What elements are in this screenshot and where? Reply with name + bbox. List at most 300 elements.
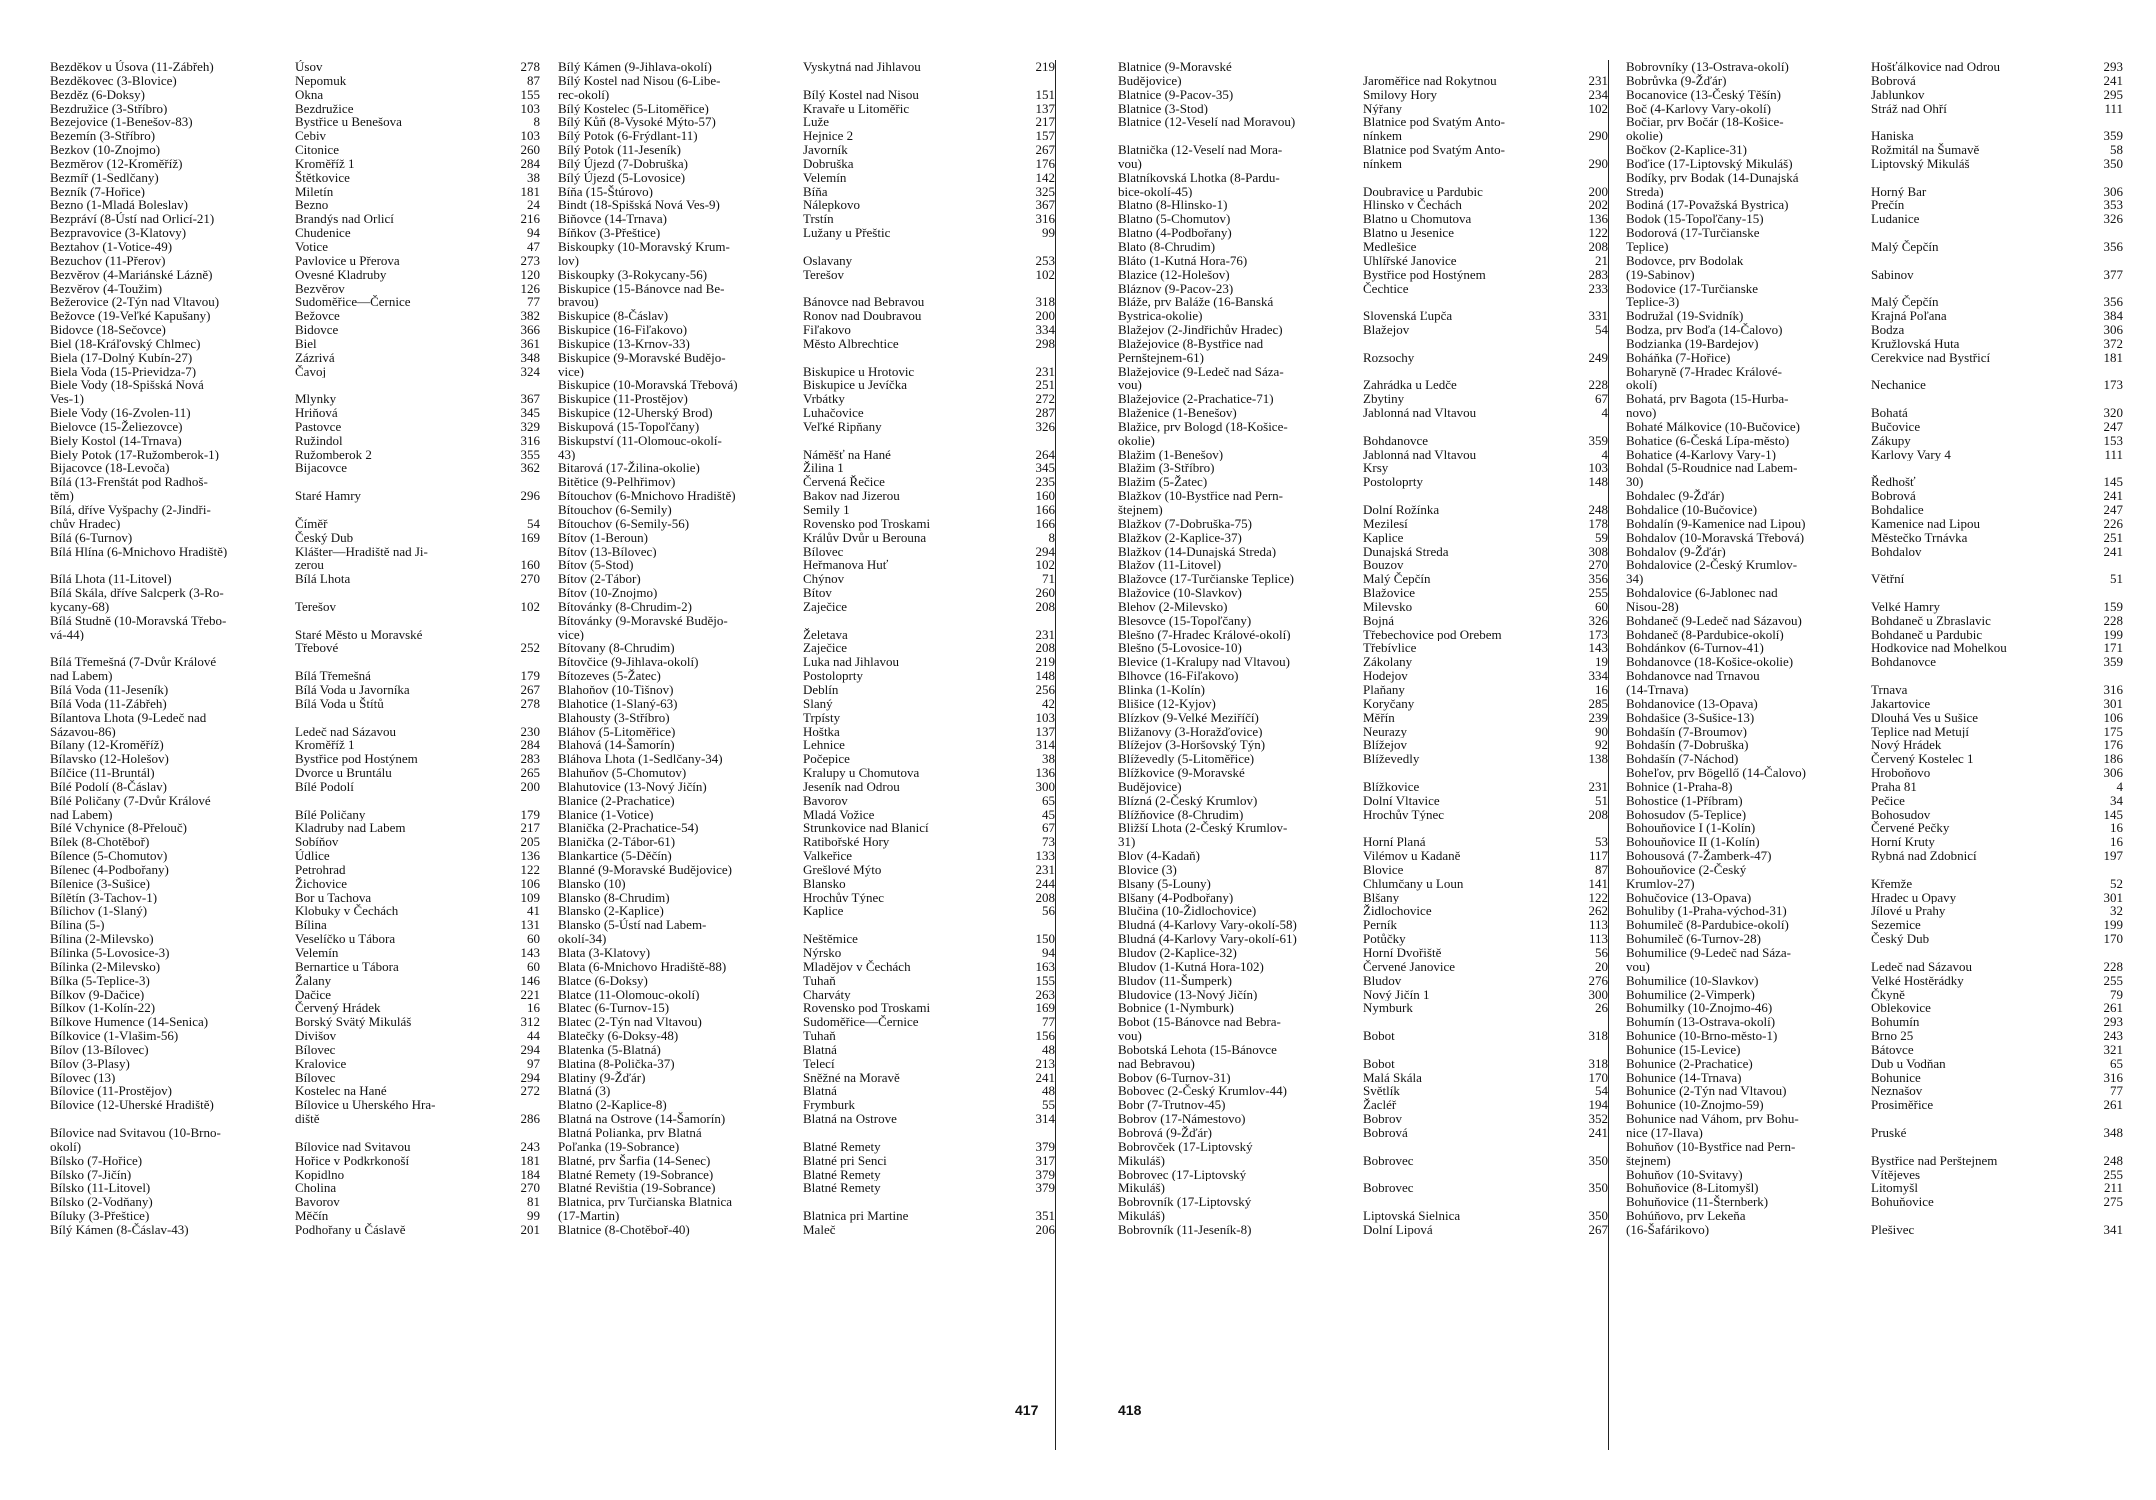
post-office: Křemže	[1871, 876, 1913, 891]
index-entry	[558, 628, 1055, 642]
page-ref: 197	[2103, 848, 2123, 864]
index-entry	[1118, 337, 1608, 351]
page-ref: 181	[520, 1152, 540, 1168]
page-ref: 150	[1035, 931, 1055, 947]
post-office: Borský Svätý Mikuláš	[295, 1015, 412, 1030]
locality-name: 30)	[1626, 475, 1644, 490]
locality-name: Mikuláš)	[1118, 1209, 1165, 1223]
page-ref: 176	[1035, 155, 1055, 171]
page-ref: 77	[527, 294, 540, 310]
locality-name: Bližanovy (3-Horažďovice)	[1118, 724, 1263, 739]
page-ref: 117	[1588, 848, 1608, 864]
page-ref: 241	[2103, 543, 2123, 559]
locality-name: Bílenec (4-Podbořany)	[50, 862, 169, 877]
index-entry	[558, 669, 1055, 683]
locality-name: Bohumileč (6-Turnov-28)	[1626, 932, 1761, 946]
index-entry	[50, 185, 540, 199]
page-ref: 263	[1035, 986, 1055, 1002]
index-entry	[50, 1223, 540, 1237]
post-office: Bohosudov	[1871, 807, 1931, 822]
index-entry	[1118, 904, 1608, 918]
locality-name: Bohdalov (9-Žďár)	[1626, 544, 1726, 559]
post-office: Kladruby nad Labem	[295, 821, 406, 836]
page-ref: 351	[1035, 1208, 1055, 1224]
locality-name: Bohuňovice (8-Litomyšl)	[1626, 1181, 1759, 1196]
page-ref: 179	[520, 806, 540, 822]
page-ref: 122	[1588, 225, 1608, 241]
post-office: Chýnov	[803, 572, 845, 587]
post-office: Dačice	[295, 987, 332, 1002]
locality-name: Bílý Kámen (8-Čáslav-43)	[50, 1222, 189, 1237]
locality-name: Bobrov (17-Námestovo)	[1118, 1112, 1246, 1126]
locality-name: Teplice)	[1626, 239, 1669, 254]
index-entry	[558, 503, 1055, 517]
post-office: Chlumčany u Loun	[1363, 876, 1464, 891]
locality-name: Blíževedly (5-Litoměřice)	[1118, 752, 1255, 767]
locality-name: Biskoupky (3-Rokycany-56)	[558, 267, 708, 282]
page-ref: 306	[2103, 765, 2123, 781]
locality-name: Bláhov (5-Litoměřice)	[558, 724, 676, 739]
locality-name: Blažim (5-Žatec)	[1118, 475, 1208, 490]
post-office: Bílovec	[295, 1042, 336, 1057]
post-office: Teplice nad Metují	[1871, 724, 1970, 739]
index-entry	[1626, 1126, 2123, 1140]
page-ref: 248	[1588, 502, 1608, 517]
locality-name: nad Labem)	[50, 807, 113, 822]
page-ref: 235	[1035, 474, 1055, 490]
index-entry	[558, 392, 1055, 406]
page-ref: 334	[1588, 668, 1608, 684]
locality-name: Bodružal (19-Svidník)	[1626, 309, 1744, 324]
post-office: Brandýs nad Orlicí	[295, 212, 394, 227]
locality-name: Blansko (2-Kaplice)	[558, 904, 664, 919]
post-office: Doubravice u Pardubic	[1363, 184, 1483, 199]
index-entry	[558, 655, 1055, 669]
page-ref: 356	[2103, 294, 2123, 310]
post-office: Hejnice 2	[803, 129, 854, 144]
locality-name: Bohnice (1-Praha-8)	[1626, 779, 1733, 794]
page-ref: 56	[1042, 903, 1055, 919]
post-office: Telecí	[803, 1056, 835, 1071]
index-entry	[1626, 517, 2123, 531]
post-office: Maleč	[803, 1222, 836, 1237]
index-entry	[1626, 129, 2123, 143]
index-entry	[50, 1015, 540, 1029]
locality-name: Biela (17-Dolný Kubín-27)	[50, 350, 193, 365]
post-office: Bouzov	[1363, 558, 1404, 573]
index-entry	[1118, 171, 1608, 185]
locality-name: Blatce (11-Olomouc-okolí)	[558, 987, 700, 1002]
post-office: Citonice	[295, 143, 340, 157]
index-entry	[1626, 198, 2123, 212]
post-office: Mezilesí	[1363, 516, 1408, 531]
page-ref: 231	[1588, 72, 1608, 88]
locality-name: Bludov (11-Šumperk)	[1118, 973, 1232, 988]
locality-name: Bezuchov (11-Přerov)	[50, 253, 166, 268]
post-office: Údlice	[295, 849, 330, 863]
post-office: Hodkovice nad Mohelkou	[1871, 641, 2007, 656]
page-ref: 219	[1035, 60, 1055, 74]
locality-name: Blatno (2-Kaplice-8)	[558, 1098, 667, 1113]
page-ref: 213	[1035, 1055, 1055, 1071]
index-entry	[1626, 1168, 2123, 1182]
locality-name: Bindt (18-Spišská Nová Ves-9)	[558, 198, 720, 213]
index-entry	[558, 752, 1055, 766]
post-office: Ledeč nad Sázavou	[1871, 959, 1973, 974]
locality-name: Blížkovice (9-Moravské	[1118, 766, 1245, 780]
index-entry	[558, 1126, 1055, 1140]
index-entry	[1626, 531, 2123, 545]
index-entry	[1626, 877, 2123, 891]
locality-name: Bláže, prv Baláže (16-Banská	[1118, 295, 1274, 310]
page-ref: 316	[1035, 211, 1055, 227]
post-office: Nálepkovo	[803, 198, 861, 213]
index-entry	[50, 448, 540, 462]
page-ref: 156	[1035, 1028, 1055, 1044]
page-ref: 169	[520, 529, 540, 545]
index-entry	[1118, 794, 1608, 808]
post-office: Bohatá	[1871, 406, 1908, 420]
page-ref: 241	[1588, 1124, 1608, 1140]
index-entry	[558, 738, 1055, 752]
locality-name: Blatenka (5-Blatná)	[558, 1042, 661, 1057]
locality-name: Blatné, prv Šarfia (14-Senec)	[558, 1153, 711, 1168]
post-office: Bidovce	[295, 323, 339, 337]
page-ref: 284	[520, 737, 540, 753]
page-ref: 314	[1035, 737, 1055, 753]
locality-name: Bílany (12-Kroměříž)	[50, 738, 164, 753]
locality-name: Blanička (2-Tábor-61)	[558, 835, 676, 850]
page-ref: 48	[1042, 1083, 1055, 1099]
locality-name: nad Bebravou)	[1118, 1056, 1195, 1071]
index-entry	[558, 1043, 1055, 1057]
index-entry	[1626, 835, 2123, 849]
post-office: Luže	[803, 115, 829, 130]
index-entry	[558, 946, 1055, 960]
index-entry	[558, 1001, 1055, 1015]
post-office: Malý Čepčín	[1363, 572, 1431, 587]
page-ref: 379	[1035, 1166, 1055, 1182]
page-ref: 8	[1048, 529, 1055, 545]
page-ref: 272	[1035, 391, 1055, 407]
index-entry	[558, 974, 1055, 988]
page-ref: 160	[520, 557, 540, 573]
post-office: Blatné Remety	[803, 1139, 881, 1154]
index-entry	[50, 489, 540, 503]
index-entry	[50, 960, 540, 974]
page-ref: 231	[1035, 626, 1055, 642]
post-office: Bobrová	[1363, 1125, 1408, 1140]
index-entry	[558, 60, 1055, 74]
index-entry	[1626, 1154, 2123, 1168]
locality-name: Bílá Skála, dříve Salcperk (3-Ro-	[50, 586, 224, 600]
post-office: Blatné Remety	[803, 1167, 881, 1182]
index-entry	[1626, 392, 2123, 406]
locality-name: Bitarová (17-Žilina-okolie)	[558, 461, 700, 476]
index-entry	[558, 448, 1055, 462]
locality-name: Bohdanovce (18-Košice-okolie)	[1626, 655, 1794, 670]
index-entry	[1118, 378, 1608, 392]
page-ref: 48	[1042, 1041, 1055, 1057]
locality-name: Bohdalec (9-Žďár)	[1626, 489, 1725, 503]
index-entry	[50, 1071, 540, 1085]
locality-name: Blehov (2-Milevsko)	[1118, 599, 1228, 614]
locality-name: 31)	[1118, 835, 1136, 850]
index-entry	[50, 323, 540, 337]
index-entry	[558, 558, 1055, 572]
locality-name: Bohuňov (10-Bystřice nad Pern-	[1626, 1139, 1796, 1154]
index-entry	[558, 1015, 1055, 1029]
locality-name: Bílinka (5-Lovosice-3)	[50, 946, 170, 960]
locality-name: Blatec (6-Turnov-15)	[558, 1001, 670, 1016]
index-entry	[50, 1181, 540, 1195]
index-entry	[1118, 475, 1608, 489]
post-office: Velké Hamry	[1871, 599, 1940, 614]
index-entry	[558, 531, 1055, 545]
page-ref: 226	[2103, 515, 2123, 531]
locality-name: Bítovánky (9-Moravské Budějo-	[558, 613, 728, 628]
index-entry	[1626, 88, 2123, 102]
post-office: Štětkovice	[295, 170, 350, 185]
post-office: Měřín	[1363, 710, 1395, 725]
index-entry	[50, 974, 540, 988]
page-ref: 290	[1588, 155, 1608, 171]
locality-name: Poľanka (19-Sobrance)	[558, 1139, 680, 1154]
page-ref: 318	[1588, 1055, 1608, 1071]
index-entry	[1118, 545, 1608, 559]
post-office: Bílé Podolí	[295, 779, 354, 794]
index-entry	[50, 918, 540, 932]
post-office: Bobrov	[1363, 1112, 1402, 1126]
page-ref: 306	[2103, 322, 2123, 338]
locality-name: Bítov (5-Stod)	[558, 558, 634, 573]
page-ref: 228	[2103, 612, 2123, 628]
post-office: Světlík	[1363, 1084, 1400, 1099]
page-ref: 87	[1595, 861, 1608, 877]
locality-name: Bílá (13-Frenštát pod Radhoš-	[50, 475, 208, 490]
post-office: Ružindol	[295, 433, 343, 448]
locality-name: Bobrová (9-Žďár)	[1118, 1125, 1212, 1140]
post-office: Bílá Voda u Javorníka	[295, 682, 410, 697]
page-ref: 382	[520, 308, 540, 324]
index-entry	[1118, 697, 1608, 711]
post-office: Rybná nad Zdobnicí	[1871, 849, 1977, 863]
index-entry	[1626, 309, 2123, 323]
post-office: Bílovice u Uherského Hra-	[295, 1098, 436, 1113]
page-ref: 267	[1588, 1221, 1608, 1237]
locality-name: Biskupice (15-Bánovce nad Be-	[558, 281, 725, 296]
page-ref: 159	[2103, 598, 2123, 614]
index-entry	[1626, 988, 2123, 1002]
post-office: Zázrivá	[295, 350, 335, 365]
page-ref: 253	[1035, 252, 1055, 268]
locality-name: Bobov (6-Turnov-31)	[1118, 1070, 1231, 1085]
post-office: Bobot	[1363, 1056, 1395, 1071]
locality-name: Bílovice (11-Prostějov)	[50, 1084, 172, 1099]
page-ref: 73	[1042, 834, 1055, 850]
locality-name: okolí-34)	[558, 932, 607, 946]
post-office: Miletín	[295, 184, 334, 199]
locality-name: Biskupice (13-Krnov-33)	[558, 336, 690, 351]
post-office: Kravaře u Litoměřic	[803, 101, 910, 116]
page-ref: 38	[1042, 751, 1055, 767]
index-entry	[1118, 738, 1608, 752]
page-ref: 42	[1042, 695, 1055, 711]
locality-name: Bílá Lhota (11-Litovel)	[50, 572, 172, 587]
index-entry	[1118, 461, 1608, 475]
post-office: Sudoměřice—Černice	[295, 295, 411, 310]
post-office: Tuhaň	[803, 1029, 836, 1043]
post-office: Bílovec	[803, 544, 844, 559]
page-ref: 348	[2103, 1124, 2123, 1140]
locality-name: Bílkovice (1-Vlašim-56)	[50, 1029, 179, 1043]
post-office: Nýřany	[1363, 101, 1402, 116]
index-entry	[558, 725, 1055, 739]
index-entry	[1626, 226, 2123, 240]
post-office: Město Albrechtice	[803, 336, 899, 351]
locality-name: Blatina (8-Polička-37)	[558, 1056, 675, 1071]
post-office: Oblekovice	[1871, 1001, 1931, 1016]
locality-name: Bítozeves (5-Žatec)	[558, 669, 661, 683]
locality-name: Bludná (4-Karlovy Vary-okolí-58)	[1118, 918, 1297, 933]
locality-name: Bodovice (17-Turčianske	[1626, 281, 1759, 296]
index-entry	[50, 268, 540, 282]
locality-name: Bezměrov (12-Kroměříž)	[50, 156, 183, 171]
locality-name: Blažkov (10-Bystřice nad Pern-	[1118, 489, 1283, 503]
index-entry	[1626, 378, 2123, 392]
page-ref: 103	[520, 100, 540, 116]
post-office: Klobuky v Čechách	[295, 904, 399, 919]
page-ref: 54	[527, 515, 540, 531]
index-entry	[1118, 849, 1608, 863]
post-office: Bátovce	[1871, 1042, 1914, 1057]
page-ref: 102	[1035, 266, 1055, 282]
locality-name: Boheľov, prv Bögellő (14-Čalovo)	[1626, 766, 1806, 780]
page-ref: 294	[520, 1041, 540, 1057]
index-entry	[50, 406, 540, 420]
index-entry	[1118, 1057, 1608, 1071]
index-entry	[1118, 974, 1608, 988]
page-ref: 131	[520, 917, 540, 933]
locality-name: Blatnička (12-Veselí nad Mora-	[1118, 143, 1283, 157]
index-entry	[558, 794, 1055, 808]
page-ref: 60	[1595, 598, 1608, 614]
post-office: Horní Kruty	[1871, 835, 1935, 850]
locality-name: Bílichov (1-Slaný)	[50, 904, 148, 919]
post-office: Želetava	[803, 627, 848, 642]
index-entry	[50, 226, 540, 240]
page-ref: 145	[2103, 806, 2123, 822]
index-entry	[1626, 738, 2123, 752]
locality-name: Bítovany (8-Chrudim)	[558, 641, 675, 656]
locality-name: Biskupice (11-Prostějov)	[558, 392, 688, 407]
locality-name: Biele Vody (16-Zvolen-11)	[50, 406, 191, 420]
index-entry	[1118, 1126, 1608, 1140]
post-office: Český Dub	[1871, 932, 1930, 946]
locality-name: Bílka (5-Teplice-3)	[50, 973, 150, 988]
post-office: Číměř	[295, 516, 328, 531]
post-office: Kopidlno	[295, 1167, 345, 1182]
index-entry	[558, 102, 1055, 116]
index-entry	[50, 475, 540, 489]
locality-name: vou)	[1118, 1029, 1142, 1043]
index-entry	[50, 1057, 540, 1071]
post-office: Kralovice	[295, 1056, 347, 1071]
index-entry	[558, 904, 1055, 918]
locality-name: Bílá (6-Turnov)	[50, 530, 133, 545]
index-entry	[558, 240, 1055, 254]
page-ref: 217	[520, 820, 540, 836]
index-entry	[1118, 88, 1608, 102]
post-office: Haniska	[1871, 129, 1914, 144]
index-entry	[50, 572, 540, 586]
locality-name: vá-44)	[50, 627, 84, 642]
post-office: Charváty	[803, 987, 851, 1002]
post-office: Horní Dvořiště	[1363, 946, 1442, 960]
locality-name: Blinka (1-Kolín)	[1118, 682, 1206, 697]
post-office: Krajná Poľana	[1871, 309, 1947, 324]
post-office: Žacléř	[1363, 1098, 1397, 1113]
post-office: Bílá Lhota	[295, 572, 351, 587]
page-ref: 233	[1588, 280, 1608, 296]
page-ref: 341	[2103, 1221, 2123, 1237]
page-ref: 166	[1035, 502, 1055, 517]
index-entry	[50, 212, 540, 226]
locality-name: Blhovce (16-Fiľakovo)	[1118, 669, 1239, 683]
post-office: Neštěmice	[803, 932, 858, 946]
index-entry	[558, 1209, 1055, 1223]
post-office: Zbytiny	[1363, 392, 1405, 407]
index-entry	[558, 74, 1055, 88]
page-ref: 316	[2103, 681, 2123, 697]
index-entry	[1626, 1181, 2123, 1195]
index-entry	[558, 365, 1055, 379]
post-office: Karlovy Vary 4	[1871, 447, 1951, 462]
post-office: Terešov	[295, 599, 336, 614]
index-entry	[50, 254, 540, 268]
index-entry	[1118, 392, 1608, 406]
page-ref: 103	[1588, 460, 1608, 476]
index-entry	[1626, 406, 2123, 420]
page-ref: 377	[2103, 266, 2123, 282]
locality-name: Blanné (9-Moravské Budějovice)	[558, 862, 733, 877]
index-entry	[1626, 323, 2123, 337]
locality-name: Mikuláš)	[1118, 1181, 1165, 1196]
page-ref: 379	[1035, 1138, 1055, 1154]
index-entry	[558, 614, 1055, 628]
page-ref: 359	[2103, 654, 2123, 670]
post-office: Velemín	[295, 946, 339, 960]
locality-name: Bočiar, prv Bočár (18-Košice-	[1626, 115, 1784, 130]
page-ref: 194	[1588, 1097, 1608, 1113]
post-office: Bežovce	[295, 309, 340, 324]
page-ref: 148	[1035, 668, 1055, 684]
locality-name: Bohatice (4-Karlovy Vary-1)	[1626, 447, 1776, 462]
page-ref: 251	[1035, 377, 1055, 393]
locality-name: Bohumilice (2-Vimperk)	[1626, 987, 1755, 1002]
post-office: Prečín	[1871, 198, 1905, 213]
index-entry	[558, 877, 1055, 891]
page-ref: 136	[520, 848, 540, 864]
post-office: Zahrádka u Ledče	[1363, 378, 1457, 393]
locality-name: Bílětín (3-Tachov-1)	[50, 890, 158, 905]
page-ref: 170	[2103, 931, 2123, 947]
post-office: Blatné pri Senci	[803, 1153, 887, 1168]
post-office: Bohdaneč u Zbraslavic	[1871, 613, 1991, 628]
page-ref: 239	[1588, 709, 1608, 725]
page-ref: 301	[2103, 695, 2123, 711]
page-ref: 267	[1035, 142, 1055, 158]
